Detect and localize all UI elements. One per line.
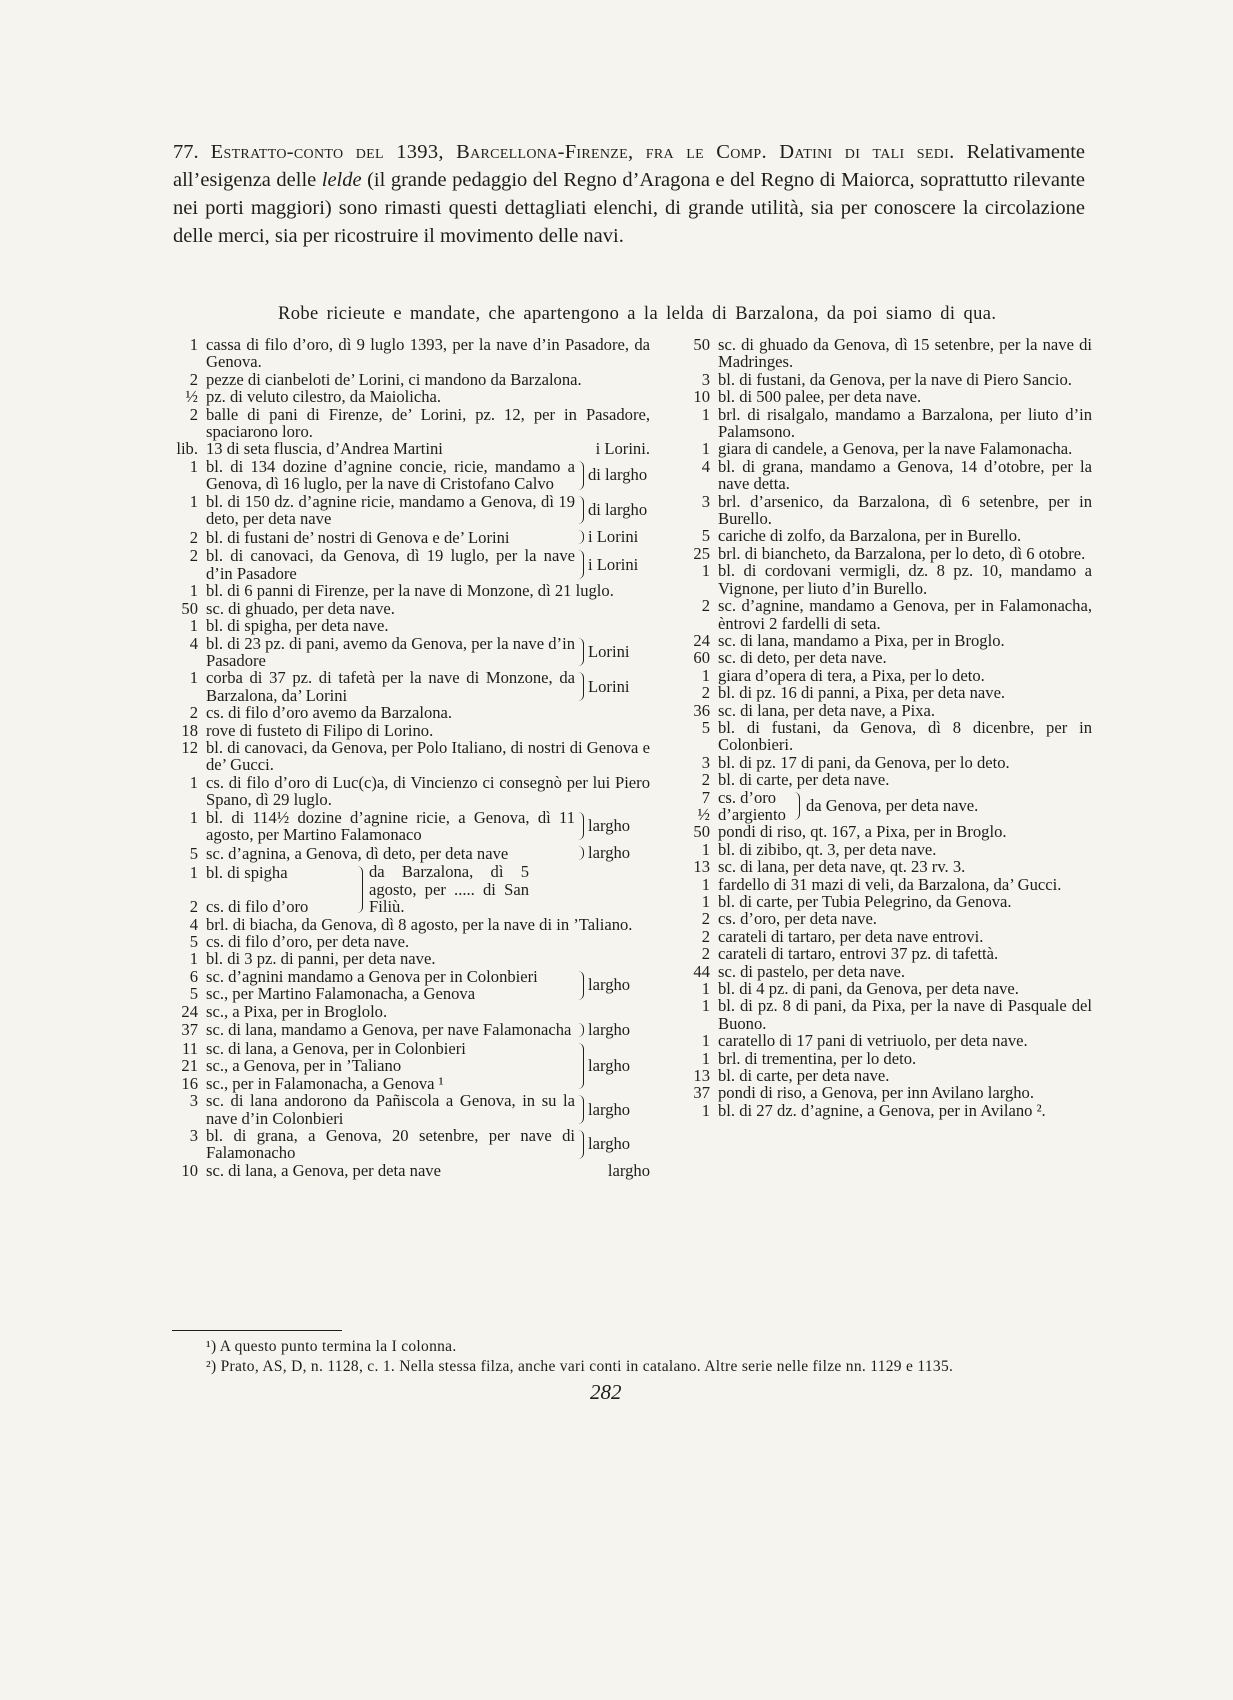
item-text: bl. di 500 palee, per deta nave. xyxy=(718,387,922,407)
quantity: 5 xyxy=(701,717,710,737)
brace xyxy=(578,496,584,525)
brace xyxy=(578,1043,584,1089)
item-text: bl. di fustani, da Genova, per la nave di Piero Sancio. xyxy=(718,369,1072,389)
bracket-note: i Lorini xyxy=(588,554,639,574)
item-text: bl. di pz. 17 di pani, da Genova, per lo deto. xyxy=(718,752,1010,772)
item-text: brl. di trementina, per lo deto. xyxy=(718,1048,917,1068)
quantity: 1 xyxy=(701,404,710,424)
quantity: 1 xyxy=(189,335,198,354)
item-text: bl. di zibibo, qt. 3, per deta nave. xyxy=(718,839,937,859)
brace xyxy=(578,1130,584,1159)
brace xyxy=(578,846,584,860)
list-item: 2 cs. di filo d’oro xyxy=(189,896,309,916)
item-text: bl. di grana, a Genova, 20 setenbre, per nave di Falamonacho xyxy=(206,1126,575,1163)
list-item xyxy=(672,388,1092,405)
quantity: 1 xyxy=(701,996,710,1016)
list-item xyxy=(160,406,650,441)
item-text: caratello di 17 pani di vetriuolo, per deta nave. xyxy=(718,1031,1028,1051)
intro-paragraph xyxy=(173,138,1085,250)
quantity: 36 xyxy=(693,700,710,720)
item-text: bl. di spigha, per deta nave. xyxy=(206,616,389,636)
left-groups-b xyxy=(160,635,650,705)
item-text: fardello di 31 mazi di veli, da Barzalona, da’ Gucci. xyxy=(718,874,1062,894)
quantity: 44 xyxy=(693,961,710,981)
list-item xyxy=(160,388,650,405)
bracket-group xyxy=(160,1092,650,1127)
left-groups-d xyxy=(160,968,650,1003)
list-item xyxy=(160,722,650,739)
quantity: 1 xyxy=(189,616,198,636)
item-text: cs. di filo d’oro avemo da Barzalona. xyxy=(206,703,453,723)
entry-heading: Estratto-conto del 1393, Barcellona-Firenze, fra le Comp. Datini di tali sedi. xyxy=(210,141,955,163)
bracket-group xyxy=(160,635,650,670)
item-text: carateli di tartaro, entrovi 37 pz. di tafettà. xyxy=(718,944,999,964)
list-item xyxy=(672,754,1092,771)
list-item xyxy=(160,1057,575,1074)
item-text: bl. di cordovani vermigli, dz. 8 pz. 10, mandamo a Vignone, per liuto d’in Burello. xyxy=(718,561,1092,598)
list-item xyxy=(672,1084,1092,1101)
list-item xyxy=(160,493,575,528)
list-item xyxy=(672,963,1092,980)
quantity: lib. xyxy=(176,439,198,459)
list-item xyxy=(672,440,1092,457)
list-item xyxy=(672,371,1092,388)
left-groups-e xyxy=(160,1020,650,1162)
list-item xyxy=(160,739,650,774)
bracket-group xyxy=(160,458,650,493)
list-item xyxy=(672,823,1092,840)
list-item xyxy=(160,1127,575,1162)
list-subtitle: Robe ricieute e mandate, che apartengono a la lelda di Barzalona, da poi siamo di qua. xyxy=(278,304,997,324)
list-item xyxy=(672,858,1092,875)
list-item xyxy=(160,635,575,670)
item-text: brl. d’arsenico, da Barzalona, dì 6 setenbre, per in Burello. xyxy=(718,491,1092,529)
item-text: bl. di carte, per deta nave. xyxy=(718,1066,890,1086)
bracket-note: largho xyxy=(588,843,631,863)
quantity: 1 xyxy=(189,456,198,476)
right-column xyxy=(672,336,1092,1119)
left-list-c xyxy=(160,704,650,808)
bracket-note: largho xyxy=(588,1020,631,1040)
item-text: sc., a Pixa, per in Broglolo. xyxy=(206,1001,388,1021)
item-text: bl. di 150 dz. d’agnine ricie, mandamo a Genova, dì 19 deto, per deta nave xyxy=(206,491,575,529)
list-item xyxy=(160,950,650,967)
quantity: 24 xyxy=(693,630,710,650)
bracket-group xyxy=(160,527,650,547)
quantity: 1 xyxy=(701,892,710,911)
brace xyxy=(578,550,584,579)
footnote-divider xyxy=(172,1330,342,1331)
list-item xyxy=(672,719,1092,754)
item-text: pondi di riso, qt. 167, a Pixa, per in Broglo. xyxy=(718,822,1007,842)
quantity: 4 xyxy=(189,914,198,934)
quantity: 2 xyxy=(701,909,710,929)
left-list-e xyxy=(160,1003,650,1020)
brace xyxy=(794,792,800,821)
list-item xyxy=(160,371,650,388)
list-item xyxy=(160,529,575,546)
item-text: sc. di lana, per deta nave, qt. 23 rv. 3. xyxy=(718,857,966,877)
list-item xyxy=(672,649,1092,666)
brace xyxy=(578,1023,584,1037)
item-text: brl. di risalgalo, mandamo a Barzalona, per liuto d’in Palamsono. xyxy=(718,404,1092,442)
list-item xyxy=(672,702,1092,719)
list-item xyxy=(160,547,575,582)
quantity: 5 xyxy=(189,843,198,863)
quantity: 1 xyxy=(701,561,710,581)
quantity: 2 xyxy=(189,369,198,389)
list-item xyxy=(672,562,1092,597)
quantity: 1 xyxy=(701,979,710,999)
list-item xyxy=(672,771,1092,788)
list-item xyxy=(160,704,650,721)
list-item xyxy=(160,845,575,862)
bracket-group xyxy=(160,843,650,863)
bracket-group xyxy=(160,493,650,528)
item-text: cs. di filo d’oro di Luc(c)a, di Vincienzo ci consegnò per lui Piero Spano, dì 29 luglo. xyxy=(206,772,650,810)
item-text: bl. di 23 pz. di pani, avemo da Genova, per la nave d’in Pasadore xyxy=(206,633,575,670)
item-text: sc. d’agnine, mandamo a Genova, per in Falamonacha, èntrovi 2 fardelli di seta. xyxy=(718,596,1092,633)
quantity: 3 xyxy=(189,1126,198,1146)
right-list-b xyxy=(672,823,1092,1119)
item-text: cs. di filo d’oro, per deta nave. xyxy=(206,932,410,951)
item-text: cs. d’oro, per deta nave. xyxy=(718,909,877,929)
item-text: bl. di grana, mandamo a Genova, 14 d’otobre, per la nave detta. xyxy=(718,456,1092,494)
quantity: 1 xyxy=(701,874,710,894)
item-text: cassa di filo d’oro, dì 9 luglo 1393, per la nave d’in Pasadore, da Genova. xyxy=(206,335,650,372)
left-list-f xyxy=(160,1162,650,1179)
item-text: bl. di 134 dozine d’agnine concie, ricie, mandamo a Genova, dì 16 luglo, per la nave di Cristofano Calvo xyxy=(206,456,575,494)
list-item xyxy=(672,493,1092,528)
quantity: 3 xyxy=(701,369,710,389)
item-text: brl. di bianchetο, da Barzalona, per lo deto, dì 6 otobre. xyxy=(718,543,1086,563)
bracket-note: Lorini xyxy=(588,676,630,696)
item-text: pz. di veluto cilestro, da Maiolicha. xyxy=(206,387,442,407)
brace xyxy=(578,638,584,667)
item-text: sc. di ghuado da Genova, dì 15 setenbre, per la nave di Madringes. xyxy=(718,335,1092,372)
quantity: 2 xyxy=(701,770,710,790)
list-item xyxy=(672,597,1092,632)
item-text: sc., a Genova, per in ’Taliano xyxy=(206,1056,402,1076)
item-text: sc. d’agnini mandamo a Genova per in Colonbieri xyxy=(206,966,538,986)
brace xyxy=(578,672,584,701)
list-item xyxy=(160,1021,575,1038)
quantity: 50 xyxy=(693,335,710,354)
brace xyxy=(578,812,584,841)
bracket-group-oro xyxy=(672,789,1092,824)
quantity: 10 xyxy=(181,1160,198,1180)
quantity: 1 xyxy=(701,439,710,459)
list-item xyxy=(160,582,650,599)
item-text: pondi di riso, a Genova, per inn Avilano largho. xyxy=(718,1083,1034,1103)
quantity: 37 xyxy=(693,1083,710,1103)
item-text: pezze di cianbeloti de’ Lorini, ci mandono da Barzalona. xyxy=(206,369,582,389)
brace xyxy=(578,461,584,490)
item-text: bl. di pz. 8 di pani, da Pixa, per la nave di Pasquale del Buono. xyxy=(718,996,1092,1033)
bracket-note: largho xyxy=(588,1056,631,1076)
bracket-note: Lorini xyxy=(588,641,630,661)
list-item xyxy=(672,876,1092,893)
list-item xyxy=(160,1003,650,1020)
quantity: 21 xyxy=(181,1056,198,1076)
bracket-note: da Barzalona, dì 5 agosto, per ..... di San Filiù. xyxy=(369,862,529,917)
item-text: carateli di tartaro, per deta nave entrovi. xyxy=(718,926,984,946)
quantity: 1 xyxy=(189,581,198,601)
item-text: bl. di 114½ dozine d’agnine ricie, a Genova, dì 11 agosto, per Martino Falamonaco xyxy=(206,807,575,844)
item-text: bl. di canovaci, da Genova, per Polo Italiano, di nostri di Genova e de’ Gucci. xyxy=(206,737,650,775)
bracket-group xyxy=(160,547,650,582)
list-item xyxy=(160,336,650,371)
list-item xyxy=(160,600,650,617)
list-item xyxy=(672,684,1092,701)
bracket-note: largho xyxy=(588,1134,631,1154)
quantity: 2 xyxy=(701,683,710,703)
quantity: 2 xyxy=(189,546,198,566)
item-text: bl. di 6 panni di Firenze, per la nave di Monzone, dì 21 luglo. xyxy=(206,581,614,601)
quantity: 5 xyxy=(701,526,710,546)
list-item xyxy=(672,1067,1092,1084)
bracket-note: largho xyxy=(588,815,631,835)
bracket-group xyxy=(160,1127,650,1162)
bracket-group xyxy=(160,1040,650,1092)
item-note: i Lorini. xyxy=(595,439,650,459)
item-text: rove di fusteto di Filipo di Lorino. xyxy=(206,720,434,740)
quantity: 1 xyxy=(189,772,198,792)
item-text: sc. di pastelo, per deta nave. xyxy=(718,961,906,981)
list-item xyxy=(672,928,1092,945)
list-item xyxy=(160,1162,650,1179)
list-item xyxy=(160,1040,575,1057)
item-text: balle di pani di Firenze, de’ Lorini, pz. 12, per in Pasadore, spaciarono loro. xyxy=(206,404,650,442)
item-text: sc. di lana, per deta nave, a Pixa. xyxy=(718,700,936,720)
item-text: bl. di 3 pz. di panni, per deta nave. xyxy=(206,949,436,969)
list-item xyxy=(160,968,575,985)
list-item xyxy=(672,945,1092,962)
quantity: 50 xyxy=(181,598,198,618)
quantity: 2 xyxy=(189,703,198,723)
bracket-group xyxy=(160,1020,650,1040)
bracket-note: largho xyxy=(588,1099,631,1119)
bracket-group xyxy=(160,669,650,704)
list-item xyxy=(160,1075,575,1092)
list-item xyxy=(672,997,1092,1032)
brace xyxy=(578,971,584,1000)
quantity: ½ xyxy=(185,387,198,407)
quantity: 11 xyxy=(182,1039,198,1059)
quantity: 5 xyxy=(189,932,198,951)
quantity: 3 xyxy=(189,1091,198,1111)
item-text: bl. di fustani de’ nostri di Genova e de’ Lorini xyxy=(206,527,510,547)
list-item: 7 cs. d’oro xyxy=(701,787,777,807)
quantity: 16 xyxy=(181,1073,198,1093)
list-item xyxy=(160,440,650,457)
quantity: 1 xyxy=(701,1031,710,1051)
list-item: 1 bl. di spigha xyxy=(189,862,288,882)
left-groups-a xyxy=(160,458,650,582)
item-text: bl. di carte, per Tubia Pelegrino, da Genova. xyxy=(718,892,1012,911)
quantity: 1 xyxy=(189,949,198,969)
bracket-group xyxy=(160,968,650,1003)
item-text: sc. d’agnina, a Genova, dì deto, per deta nave xyxy=(206,843,509,863)
list-item xyxy=(672,910,1092,927)
item-text: bl. di fustani, da Genova, dì 8 dicenbre, per in Colonbieri. xyxy=(718,717,1092,755)
left-list-b xyxy=(160,582,650,634)
item-text: bl. di carte, per deta nave. xyxy=(718,770,890,790)
quantity: 2 xyxy=(701,944,710,964)
quantity: 4 xyxy=(189,633,198,653)
list-item xyxy=(672,527,1092,544)
list-item xyxy=(160,774,650,809)
brace xyxy=(578,1095,584,1124)
list-item xyxy=(160,458,575,493)
item-text: sc. di lana, a Genova, per in Colonbieri xyxy=(206,1039,466,1059)
entry-number: 77. xyxy=(173,141,199,163)
left-column xyxy=(160,336,650,1179)
list-item xyxy=(672,458,1092,493)
list-item xyxy=(672,980,1092,997)
item-text: giara di candele, a Genova, per la nave Falamonacha. xyxy=(718,439,1073,459)
item-text: 13 di seta fluscia, d’Andrea Martini xyxy=(206,439,443,459)
quantity: 5 xyxy=(189,984,198,1004)
bracket-note: i Lorini xyxy=(588,527,639,547)
quantity: 2 xyxy=(701,926,710,946)
intro-text-italic: lelde xyxy=(321,169,362,191)
item-text: bl. di pz. 16 di panni, a Pixa, per deta nave. xyxy=(718,683,1006,703)
item-text: brl. di biacha, da Genova, dì 8 agosto, per la nave di in ’Taliano. xyxy=(206,914,633,934)
bracket-note: largho xyxy=(588,975,631,995)
item-text: sc. di ghuado, per deta nave. xyxy=(206,598,395,618)
list-item xyxy=(672,632,1092,649)
left-list-a xyxy=(160,336,650,458)
item-text: corba di 37 pz. di tafetà per la nave di Monzone, da Barzalona, da’ Lorini xyxy=(206,668,575,705)
list-item xyxy=(672,336,1092,371)
item-note: largho xyxy=(607,1160,650,1180)
quantity: 60 xyxy=(693,648,710,668)
bracket-group xyxy=(160,809,650,844)
item-text: bl. di canovaci, da Genova, dì 19 luglo, per la nave d’in Pasadore xyxy=(206,546,575,583)
quantity: 2 xyxy=(189,404,198,424)
intro-text-pre: Relativamente all’esigenza delle xyxy=(173,141,1085,191)
brace xyxy=(578,530,584,544)
list-item xyxy=(160,1092,575,1127)
quantity: 13 xyxy=(693,857,710,877)
quantity: 3 xyxy=(701,491,710,511)
quantity: 4 xyxy=(701,456,710,476)
quantity: 25 xyxy=(693,543,710,563)
list-item xyxy=(672,1102,1092,1119)
quantity: 24 xyxy=(181,1001,198,1021)
quantity: 2 xyxy=(189,527,198,547)
quantity: 10 xyxy=(693,387,710,407)
quantity: 6 xyxy=(189,966,198,986)
list-item xyxy=(160,809,575,844)
quantity: 1 xyxy=(701,1100,710,1120)
quantity: 13 xyxy=(693,1066,710,1086)
right-list-a xyxy=(672,336,1092,789)
item-text: bl. di 27 dz. d’agnine, a Genova, per in Avilano ². xyxy=(718,1100,1046,1120)
quantity: 3 xyxy=(701,752,710,772)
list-item xyxy=(160,985,575,1002)
list-item xyxy=(672,1050,1092,1067)
left-groups-c xyxy=(160,809,650,864)
quantity: 1 xyxy=(189,668,198,688)
list-item xyxy=(160,669,575,704)
footnote-1: ¹) A questo punto termina la I colonna. xyxy=(206,1338,457,1355)
bracket-note: di largho xyxy=(588,465,648,485)
list-item: ½ d’argiento xyxy=(697,804,786,824)
list-item xyxy=(672,1032,1092,1049)
intro-text-post: (il grande pedaggio del Regno d’Aragona e del Regno di Maiorca, soprattutto rilevante nei porti maggiori) sono rimasti questi dettagliati elenchi, di grande utilità, sia per conoscere la circolazione delle merci, sia per ricostruire il movimento delle navi. xyxy=(173,169,1085,247)
item-text: sc. di lana, mandamo a Genova, per nave Falamonacha xyxy=(206,1020,572,1040)
item-text: cariche di zolfo, da Barzalona, per in Burello. xyxy=(718,526,1022,546)
quantity: 2 xyxy=(701,596,710,616)
list-item xyxy=(672,841,1092,858)
list-item xyxy=(672,893,1092,910)
quantity: 1 xyxy=(701,1048,710,1068)
quantity: 18 xyxy=(181,720,198,740)
left-list-d xyxy=(160,916,650,968)
quantity: 12 xyxy=(181,737,198,757)
bracket-note: da Genova, per deta nave. xyxy=(806,795,979,815)
list-item xyxy=(160,916,650,933)
footnote-2: ²) Prato, AS, D, n. 1128, c. 1. Nella stessa filza, anche vari conti in catalano. Altre serie nelle filze nn. 1129 e 1135. xyxy=(206,1358,954,1375)
bracket-group-barzalona xyxy=(160,863,650,915)
item-text: bl. di 4 pz. di pani, da Genova, per deta nave. xyxy=(718,979,1019,999)
item-text: sc., per in Falamonacha, a Genova ¹ xyxy=(206,1073,444,1093)
quantity: 50 xyxy=(693,822,710,842)
item-text: giara d’opera di tera, a Pixa, per lo deto. xyxy=(718,665,985,685)
item-text: sc. di deto, per deta nave. xyxy=(718,648,887,668)
item-text: sc. di lana, a Genova, per deta nave xyxy=(206,1160,441,1180)
list-item xyxy=(672,667,1092,684)
item-text: sc. di lana andorono da Pañiscola a Genova, in su la nave d’in Colonbieri xyxy=(206,1091,575,1128)
list-item xyxy=(672,406,1092,441)
item-text: sc., per Martino Falamonacha, a Genova xyxy=(206,984,476,1004)
quantity: 1 xyxy=(701,665,710,685)
page-number: 282 xyxy=(590,1380,622,1404)
item-text: sc. di lana, mandamo a Pixa, per in Broglo. xyxy=(718,630,1005,650)
quantity: 1 xyxy=(189,807,198,827)
list-item xyxy=(672,545,1092,562)
quantity: 1 xyxy=(701,839,710,859)
list-item xyxy=(160,933,650,950)
brace xyxy=(357,866,363,912)
bracket-note: di largho xyxy=(588,500,648,520)
quantity: 37 xyxy=(181,1020,198,1040)
list-item xyxy=(160,617,650,634)
quantity: 1 xyxy=(189,491,198,511)
